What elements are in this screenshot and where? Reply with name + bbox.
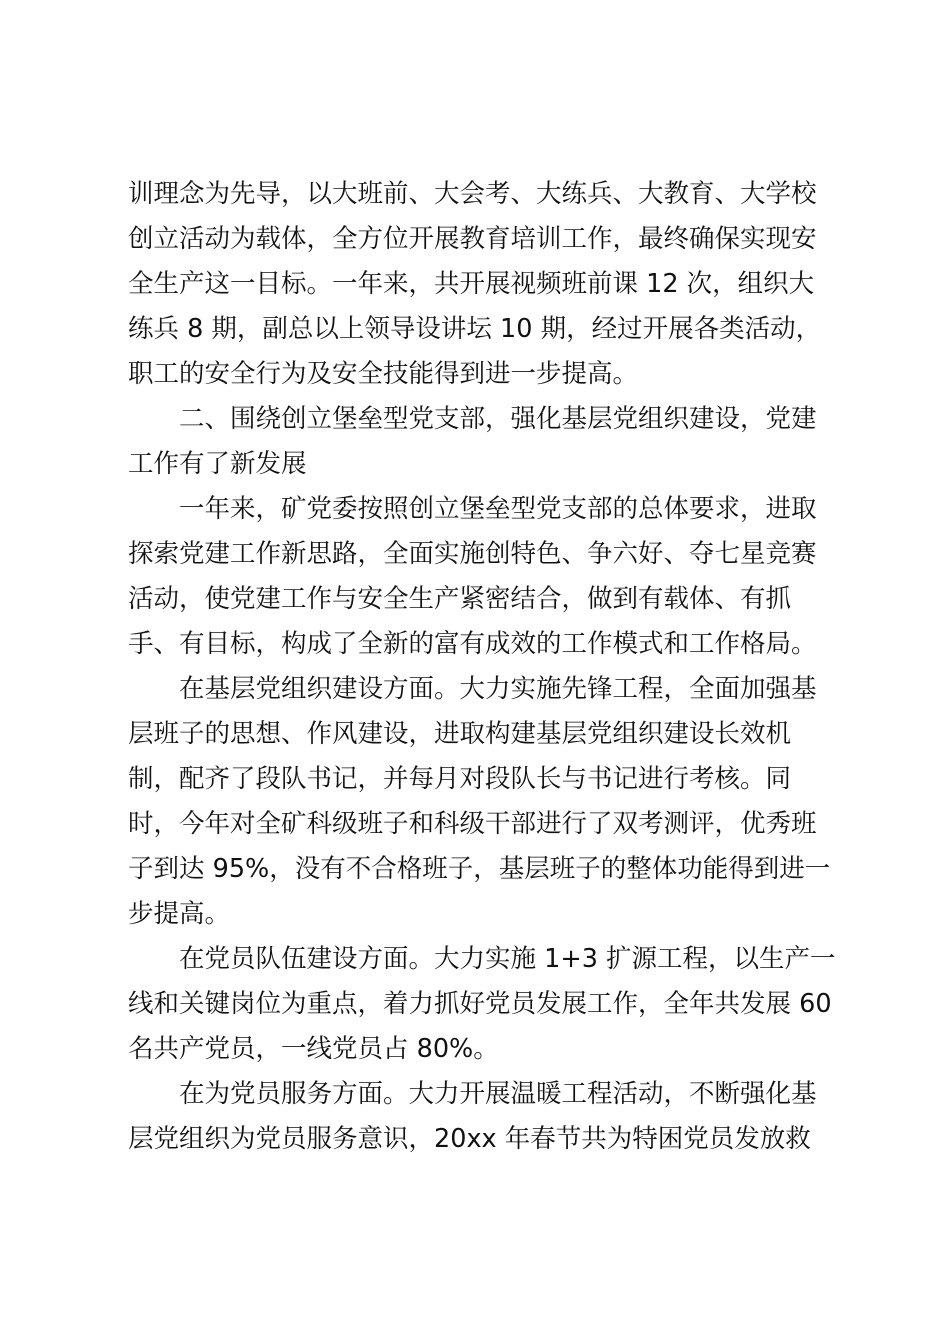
text-line: 练兵 8 期，副总以上领导设讲坛 10 期，经过开展各类活动， [128, 314, 822, 344]
text-line: 名共产党员，一线党员占 80%。 [128, 1034, 499, 1064]
text-line: 在基层党组织建设方面。大力实施先锋工程，全面加强基 [179, 674, 817, 704]
text-line: 全生产这一目标。一年来，共开展视频班前课 12 次，组织大 [128, 269, 815, 299]
text-line: 手、有目标，构成了全新的富有成效的工作模式和工作格局。 [128, 629, 817, 659]
document-body [128, 172, 838, 1162]
text-line: 一年来，矿党委按照创立堡垒型党支部的总体要求，进取 [179, 494, 817, 524]
text-line: 线和关键岗位为重点，着力抓好党员发展工作，全年共发展 60 [128, 989, 832, 1019]
section-heading-line: 二、围绕创立堡垒型党支部，强化基层党组织建设，党建 [179, 404, 817, 434]
text-line: 制，配齐了段队书记，并每月对段队长与书记进行考核。同 [128, 764, 792, 794]
text-line: 创立活动为载体，全方位开展教育培训工作，最终确保实现安 [128, 224, 817, 254]
text-line: 职工的安全行为及安全技能得到进一步提高。 [128, 359, 639, 389]
text-line: 层班子的思想、作风建设，进取构建基层党组织建设长效机 [128, 719, 792, 749]
section-heading-line: 工作有了新发展 [128, 449, 307, 479]
text-line: 探索党建工作新思路，全面实施创特色、争六好、夺七星竞赛 [128, 539, 817, 569]
text-line: 子到达 95%，没有不合格班子，基层班子的整体功能得到进一 [128, 854, 831, 884]
text-line: 在为党员服务方面。大力开展温暖工程活动，不断强化基 [179, 1079, 817, 1109]
text-line: 训理念为先导，以大班前、大会考、大练兵、大教育、大学校 [128, 179, 817, 209]
text-line: 活动，使党建工作与安全生产紧密结合，做到有载体、有抓 [128, 584, 792, 614]
text-line: 层党组织为党员服务意识，20xx 年春节共为特困党员发放救 [128, 1124, 811, 1154]
text-line: 步提高。 [128, 899, 231, 929]
text-line: 时，今年对全矿科级班子和科级干部进行了双考测评，优秀班 [128, 809, 817, 839]
text-line: 在党员队伍建设方面。大力实施 1+3 扩源工程，以生产一 [179, 944, 836, 974]
